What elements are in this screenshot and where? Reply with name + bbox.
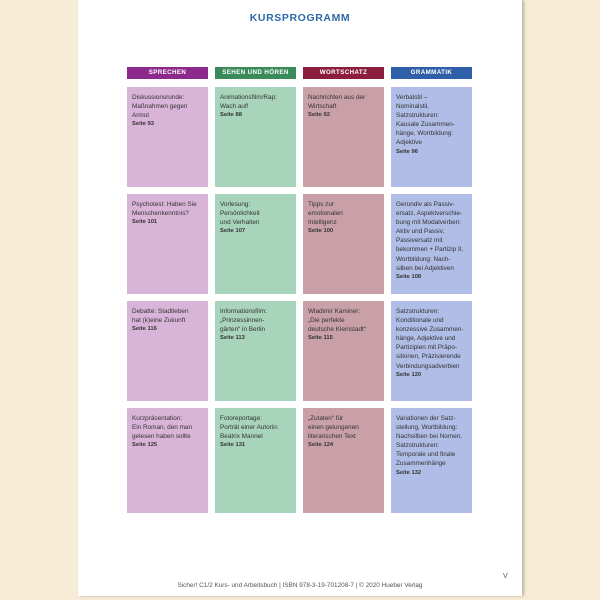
card-text: „Zutaten“ für einen gelungenen literarischen Text [308,415,359,441]
card-text: Variationen der Satz- stellung, Wortbildung: Nachsilben bei Nomen, Satzstrukturen: Temporale und finale Zusammenhänge [396,415,463,468]
page-number: V [503,573,508,580]
card-grammatik [391,301,472,401]
card-sprechen [127,301,208,401]
card-page-ref: Seite 100 [308,228,334,235]
header-sprechen: SPRECHEN [127,67,208,79]
footer-imprint: Sicher! C1/2 Kurs- und Arbeitsbuch | ISBN 978-3-19-701208-7 | © 2020 Hueber Verlag [177,582,423,589]
card-grammatik [391,408,472,513]
card-page-ref: Seite 124 [308,442,334,449]
card-wortschatz [303,87,384,187]
card-page-ref: Seite 125 [132,442,158,449]
card-grammatik [391,194,472,294]
card-grammatik [391,87,472,187]
card-wortschatz [303,408,384,513]
header-sehen-und-hoeren: SEHEN UND HÖREN [215,67,296,79]
card-wortschatz [303,301,384,401]
card-page-ref: Seite 88 [220,112,242,119]
document-page [78,0,522,596]
card-text: Tipps zur emotionalen Intelligenz [308,201,343,227]
card-page-ref: Seite 101 [132,219,158,226]
card-text: Debatte: Stadtleben hat (k)eine Zukunft [132,308,189,325]
card-text: Fotoreportage: Porträt einer Autorin: Beatrix Mannel [220,415,279,441]
card-page-ref: Seite 131 [220,442,246,449]
card-text: Gerundiv als Passiv- ersatz, Aspektverschie- bung mit Modalverben: Aktiv und Passiv, Passiversatz mit bekommen + Partizip II, Wortbildung: Nach- silben bei Adjektiven [396,201,464,272]
header-wortschatz: WORTSCHATZ [303,67,384,79]
card-text: Nachrichten aus der Wirtschaft [308,94,366,111]
page-title: KURSPROGRAMM [249,12,351,24]
card-page-ref: Seite 120 [396,371,422,378]
card-page-ref: Seite 108 [396,273,422,280]
card-sprechen [127,87,208,187]
card-wortschatz [303,194,384,294]
card-page-ref: Seite 107 [220,228,246,235]
header-grammatik: GRAMMATIK [391,67,472,79]
card-text: Satzstrukturen: Konditionale und konzessive Zusammen- hänge, Adjektive und Partizipien mit Präpo- sitionen, Präzisierende Verbindungsadverbien [396,308,464,370]
card-text: Kurzpräsentation: Ein Roman, den man gelesen haben sollte [132,415,193,441]
card-text: Verbalstil – Nominalstil, Satzstrukturen: Kausale Zusammen- hänge, Wortbildung: Adjektive [396,94,455,147]
card-page-ref: Seite 115 [308,335,333,342]
card-page-ref: Seite 132 [396,469,422,476]
card-text: Psychotest: Haben Sie Menschenkenntnis? [132,201,197,218]
card-text: Animationsfilm/Rap: Wach auf! [220,94,277,111]
card-sehen-und-hoeren [215,194,296,294]
card-sehen-und-hoeren [215,301,296,401]
card-text: Diskussionsrunde: Maßnahmen gegen Armut [132,94,188,120]
card-page-ref: Seite 96 [396,148,418,155]
card-text: Informationsfilm: „Prinzessinnen- gärten“ in Berlin [220,308,267,334]
card-page-ref: Seite 93 [132,121,154,128]
card-page-ref: Seite 92 [308,112,330,119]
card-page-ref: Seite 113 [220,335,245,342]
card-sehen-und-hoeren [215,408,296,513]
card-text: Wladimir Kaminer: „Die perfekte deutsche Kleinstadt“ [308,308,366,334]
card-page-ref: Seite 116 [132,326,157,333]
card-sprechen [127,408,208,513]
card-text: Vorlesung: Persönlichkeit und Verhalten [220,201,260,227]
card-sprechen [127,194,208,294]
card-sehen-und-hoeren [215,87,296,187]
